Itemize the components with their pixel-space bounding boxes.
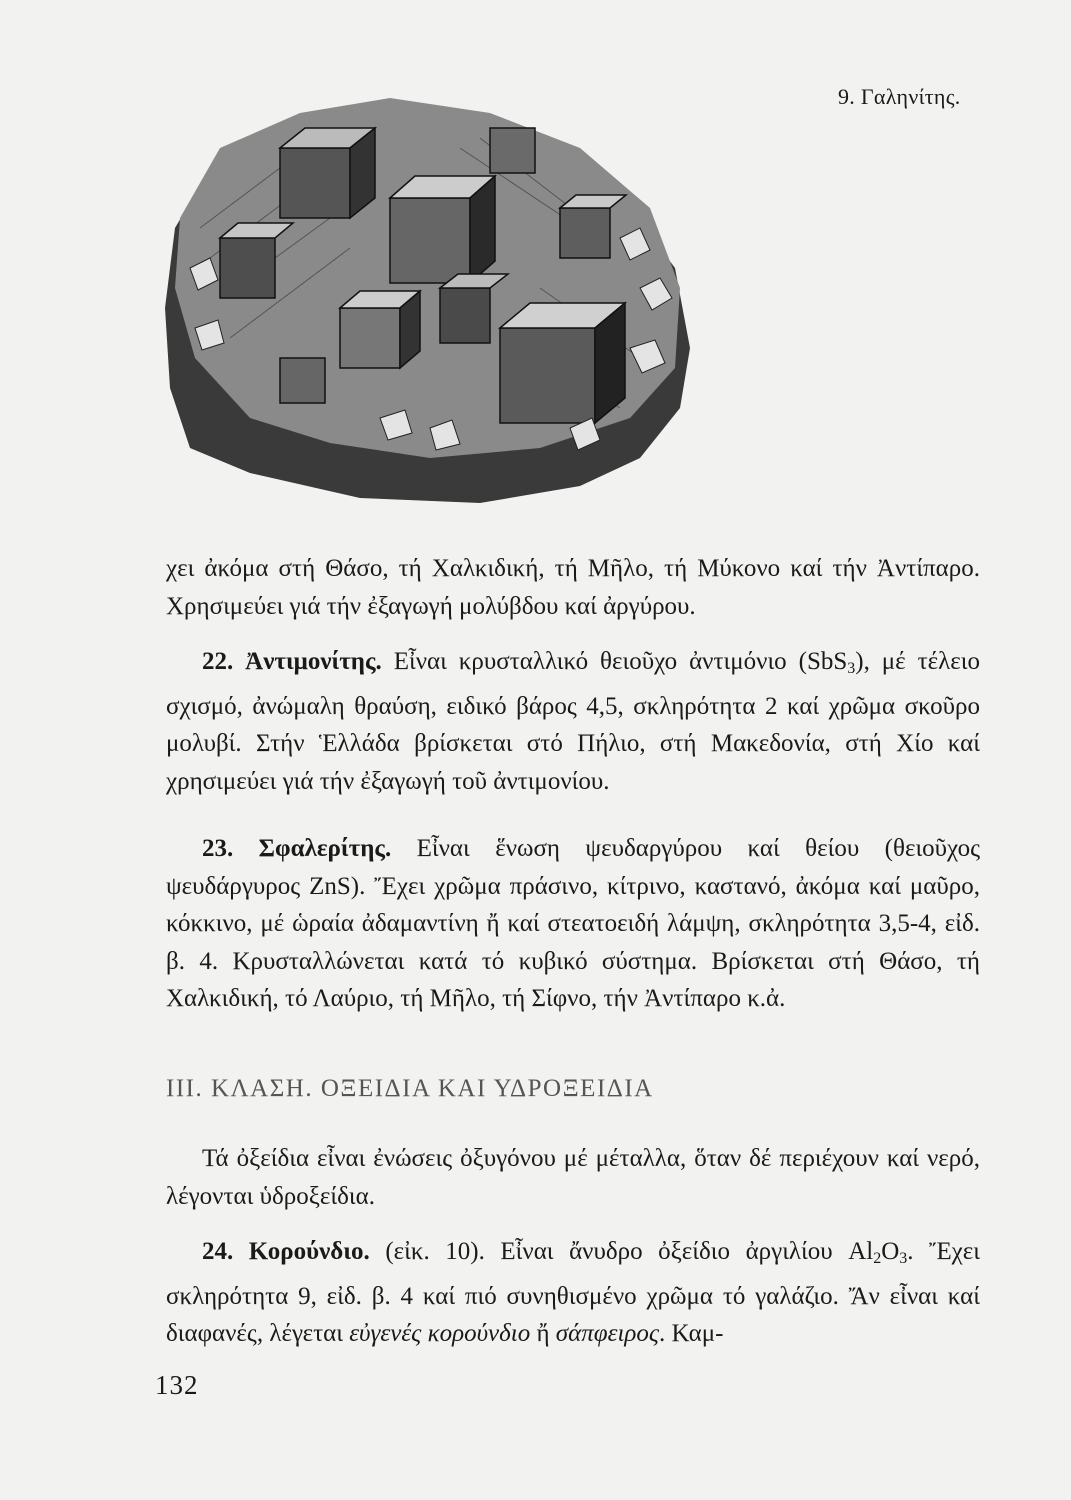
page-number: 132 xyxy=(155,1370,199,1400)
subscript: 2 xyxy=(873,1250,882,1267)
subscript: 3 xyxy=(899,1250,908,1267)
entry-title: 22. Ἀντιμονίτης. xyxy=(202,648,382,675)
paragraph-text xyxy=(166,1233,980,1353)
paragraph-corundum xyxy=(166,1233,980,1353)
paragraph-text xyxy=(166,643,980,800)
section-heading: ΙΙΙ. ΚΛΑΣΗ. ΟΞΕΙΔΙΑ ΚΑΙ ΥΔΡΟΞΕΙΔΙΑ xyxy=(166,1075,654,1102)
paragraph-text-d: . Καμ- xyxy=(659,1320,724,1347)
paragraph-oxides-intro xyxy=(166,1140,980,1215)
figure-caption: 9. Γαληνίτης. xyxy=(838,84,961,109)
italic-term: σάπφειρος xyxy=(555,1320,660,1347)
paragraph-text xyxy=(166,830,980,1018)
paragraph-sphalerite xyxy=(166,830,980,1018)
paragraph-text-a: Εἶναι ἕνωση ψευδαργύρου καί θείου (θειοῦχος ψευδάργυρος ZnS). Ἔχει χρῶμα πράσινο, κίτρινο, καστανό, ἀκόμα καί μαῦρο, κόκκινο, μέ ὡραία ἀδαμαντίνη ἤ καί στεατοειδή λάμψη, σκληρότητα 3,5-4, εἰδ. β. 4. Κρυσταλλώνεται κατά τό κυβικό σύστημα. Βρίσκεται στή Θάσο, τή Χαλκιδική, τό Λαύριο, τή Μῆλο, τή Σίφνο, τήν Ἀντίπαρο κ.ἀ. xyxy=(166,835,981,1012)
paragraph-text-a: (εἰκ. 10). Εἶναι ἄνυδρο ὀξείδιο ἀργιλίου Al xyxy=(369,1238,874,1265)
paragraph-antimonite xyxy=(166,643,980,800)
entry-title: 23. Σφαλερίτης. xyxy=(202,835,392,862)
formula-part: O xyxy=(881,1238,900,1265)
italic-term: εὐγενές κορούνδιο xyxy=(349,1320,531,1347)
paragraph-text-c: ἤ xyxy=(530,1320,556,1347)
paragraph-galena-end xyxy=(166,550,980,625)
paragraph-text: χει ἀκόμα στή Θάσο, τή Χαλκιδική, τή Μῆλο, τή Μύκονο καί τήν Ἀντίπαρο. Χρησιμεύει γιά τήν ἐξαγωγή μολύβδου καί ἀργύρου. xyxy=(166,555,980,620)
paragraph-text-b: . Ἔχει σκληρότητα 9, εἰδ. β. 4 καί πιό συνηθισμένο χρῶμα τό γαλάζιο. Ἄν εἶναι καί διαφανές, λέγεται xyxy=(166,1238,980,1347)
paragraph-text xyxy=(166,1140,980,1215)
paragraph-text-a: Τά ὀξείδια εἶναι ἐνώσεις ὀξυγόνου μέ μέταλλα, ὅταν δέ περιέχουν καί νερό, λέγονται ὑδροξείδια. xyxy=(166,1145,980,1210)
galena-crystal-illustration xyxy=(160,88,700,508)
entry-title: 24. Κορούνδιο. xyxy=(202,1238,370,1265)
paragraph-text-a: Εἶναι κρυσταλλικό θειοῦχο ἀντιμόνιο (SbS xyxy=(381,648,848,675)
subscript: 3 xyxy=(847,660,856,677)
paragraph-text-b: ), μέ τέλειο σχισμό, ἀνώμαλη θραύση, ειδικό βάρος 4,5, σκληρότητα 2 καί χρῶμα σκοῦρο μολυβί. Στήν Ἑλλάδα βρίσκεται στό Πήλιο, στή Μακεδονία, στή Χίο καί χρησιμεύει γιά τήν ἐξαγωγή τοῦ ἀντιμονίου. xyxy=(166,648,980,795)
